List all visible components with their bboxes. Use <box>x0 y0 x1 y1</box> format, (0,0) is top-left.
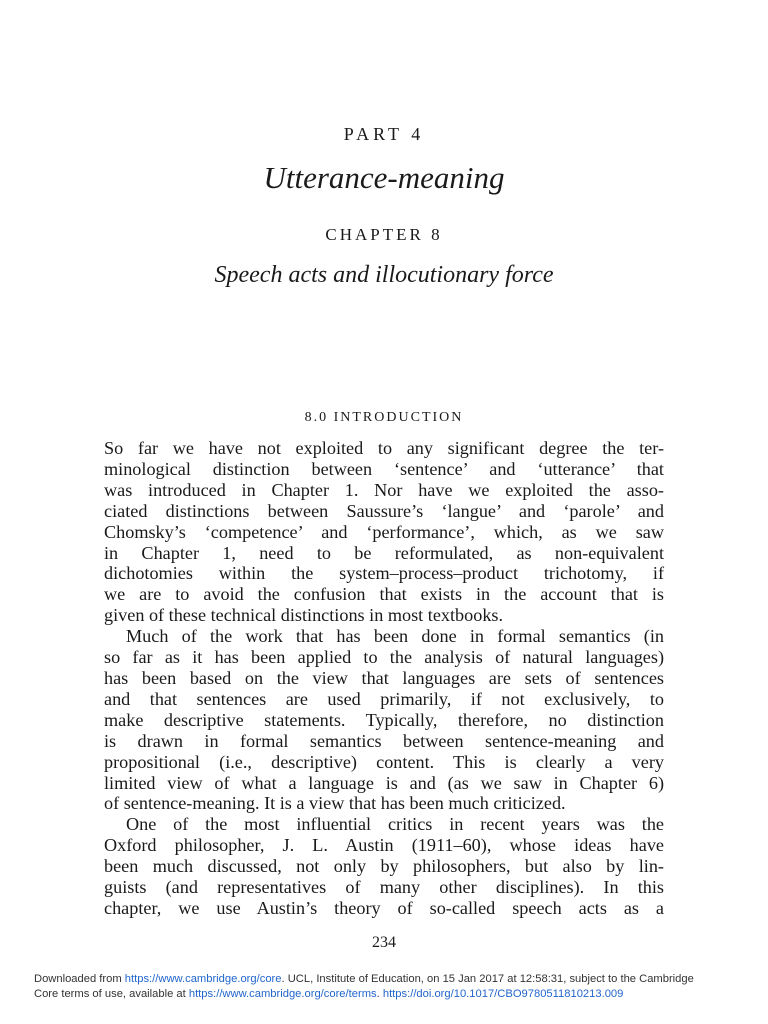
text-line: been much discussed, not only by philosophers, but also by lin- <box>104 856 664 877</box>
terms-link[interactable]: https://www.cambridge.org/core/terms <box>188 988 377 1000</box>
section-heading: 8.0 INTRODUCTION <box>304 410 464 425</box>
footer-line-1 <box>34 972 754 987</box>
part-title: Utterance-meaning <box>263 160 505 195</box>
text-line: chapter, we use Austin’s theory of so-called speech acts as a <box>104 897 664 918</box>
cambridge-core-link[interactable]: https://www.cambridge.org/core <box>124 973 282 985</box>
text-line: was introduced in Chapter 1. Nor have we exploited the asso- <box>104 479 664 500</box>
text-line: so far as it has been applied to the analysis of natural languages) <box>104 647 664 668</box>
footer-line-2 <box>34 987 754 1002</box>
text-line: ciated distinctions between Saussure’s ‘langue’ and ‘parole’ and <box>104 500 664 521</box>
text-line: limited view of what a language is and (as we saw in Chapter 6) <box>104 772 664 793</box>
paragraph-2 <box>104 626 664 814</box>
paragraph-3 <box>104 814 664 919</box>
text-line: has been based on the view that languages are sets of sentences <box>104 667 664 688</box>
part-label: PART 4 <box>343 124 425 144</box>
text-line: in Chapter 1, need to be reformulated, as non-equivalent <box>104 542 664 563</box>
text-line: Chomsky’s ‘competence’ and ‘performance’, which, as we saw <box>104 521 664 542</box>
text-line: make descriptive statements. Typically, therefore, no distinction <box>104 709 664 730</box>
page-number: 234 <box>372 934 396 951</box>
footer-line2-prefix: Core terms of use, available at <box>34 988 189 1000</box>
chapter-title: Speech acts and illocutionary force <box>214 262 554 288</box>
body-text <box>104 438 664 919</box>
footer-middle: . UCL, Institute of Education, on 15 Jan 2017 at 12:58:31, subject to the Cambridge <box>281 973 694 985</box>
paragraph-1 <box>104 438 664 626</box>
text-line: guists (and representatives of many other disciplines). In this <box>104 877 664 898</box>
text-line: is drawn in formal semantics between sentence-meaning and <box>104 730 664 751</box>
text-line: and that sentences are used primarily, if not exclusively, to <box>104 688 664 709</box>
text-line: propositional (i.e., descriptive) content. This is clearly a very <box>104 751 664 772</box>
download-footer <box>34 972 754 1002</box>
text-line: dichotomies within the system–process–product trichotomy, if <box>104 563 664 584</box>
text-line: Oxford philosopher, J. L. Austin (1911–60), whose ideas have <box>104 835 664 856</box>
text-line: One of the most influential critics in recent years was the <box>126 814 664 835</box>
text-line: So far we have not exploited to any significant degree the ter- <box>104 438 664 458</box>
doi-link[interactable]: https://doi.org/10.1017/CBO9780511810213.009 <box>382 988 624 1000</box>
text-line: minological distinction between ‘sentence’ and ‘utterance’ that <box>104 458 664 479</box>
text-line: we are to avoid the confusion that exists in the account that is <box>104 584 664 605</box>
footer-sep: . <box>376 988 383 1000</box>
text-line: of sentence-meaning. It is a view that has been much criticized. <box>104 793 566 814</box>
text-line: given of these technical distinctions in most textbooks. <box>104 605 504 626</box>
text-line: Much of the work that has been done in formal semantics (in <box>126 626 664 647</box>
chapter-label: CHAPTER 8 <box>325 225 443 244</box>
footer-prefix: Downloaded from <box>34 973 125 985</box>
